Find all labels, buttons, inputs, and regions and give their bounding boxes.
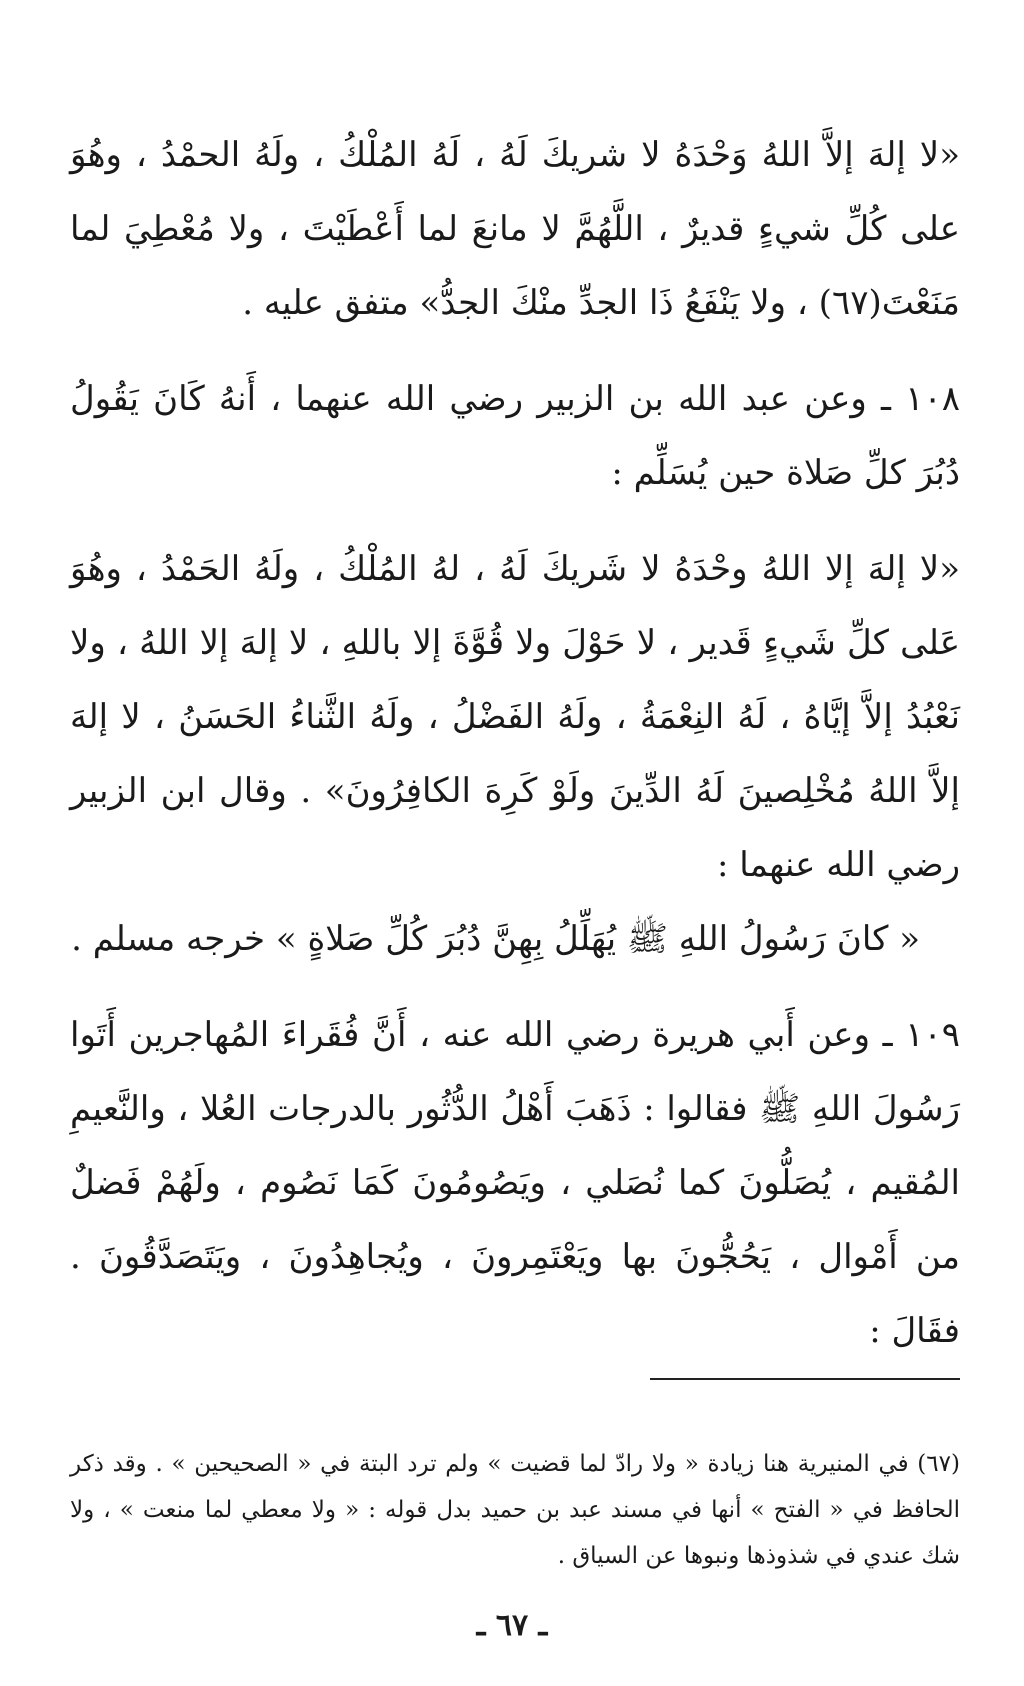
- paragraph-hadith-108-report: « كانَ رَسُولُ اللهِ ﷺ يُهَلِّلُ بِهِنَّ دُبُرَ كُلِّ صَلاةٍ » خرجه مسلم .: [71, 919, 920, 959]
- main-text: [70, 118, 960, 1368]
- footnote-divider: [650, 1378, 960, 1380]
- paragraph-hadith-108-dhikr: «لا إلهَ إلا اللهُ وحْدَهُ لا شَريكَ لَهُ ، لهُ المُلْكُ ، ولَهُ الحَمْدُ ، وهُوَ عَلى كلِّ شَيءٍ قَدير ، لا حَوْلَ ولا قُوَّةَ إلا باللهِ ، لا إلهَ إلا اللهُ ، ولا نَعْبُدُ إلاَّ إيَّاهُ ، لَهُ النِعْمَةُ ، ولَهُ الفَضْلُ ، ولَهُ الثَّناءُ الحَسَنُ ، لا إلهَ إلاَّ اللهُ مُخْلِصينَ لَهُ الدِّينَ ولَوْ كَرِهَ الكافِرُونَ» . وقال ابن الزبير رضي الله عنهما :: [70, 549, 960, 885]
- paragraph-hadith-109: ١٠٩ ـ وعن أَبي هريرة رضي الله عنه ، أَنَّ فُقَراءَ المُهاجرين أَتَوا رَسُولَ اللهِ ﷺ فقالوا : ذَهَبَ أَهْلُ الدُّثُور بالدرجات العُلا ، والنَّعيمِ المُقيم ، يُصَلُّونَ كما نُصَلي ، ويَصُومُونَ كَمَا نَصُوم ، ولَهُمْ فَضلٌ من أَمْوال ، يَحُجُّونَ بها ويَعْتَمِرونَ ، ويُجاهِدُونَ ، ويَتَصَدَّقُونَ . فقَالَ :: [70, 1015, 960, 1351]
- page-number: ـ ٦٧ ـ: [476, 1608, 548, 1643]
- paragraph-hadith-108: ١٠٨ ـ وعن عبد الله بن الزبير رضي الله عنهما ، أَنهُ كَانَ يَقُولُ دُبُرَ كلِّ صَلاة حين يُسَلِّم :: [70, 379, 960, 493]
- paragraph-tahlil-dhikr: «لا إلهَ إلاَّ اللهُ وَحْدَهُ لا شريكَ لَهُ ، لَهُ المُلْكُ ، ولَهُ الحمْدُ ، وهُوَ على كُلِّ شيءٍ قديرٌ ، اللَّهُمَّ لا مانعَ لما أَعْطَيْتَ ، ولا مُعْطِيَ لما مَنَعْتَ(٦٧) ، ولا يَنْفَعُ ذَا الجدِّ منْكَ الجدُّ» متفق عليه .: [70, 135, 960, 323]
- footnote-67: (٦٧) في المنيرية هنا زيادة « ولا رادّ لما قضيت » ولم ترد البتة في « الصحيحين » . وقد ذكر الحافظ في « الفتح » أنها في مسند عبد بن حميد بدل قوله : « ولا معطي لما منعت » ، ولا شك عندي في شذوذها ونبوها عن السياق .: [70, 1451, 960, 1569]
